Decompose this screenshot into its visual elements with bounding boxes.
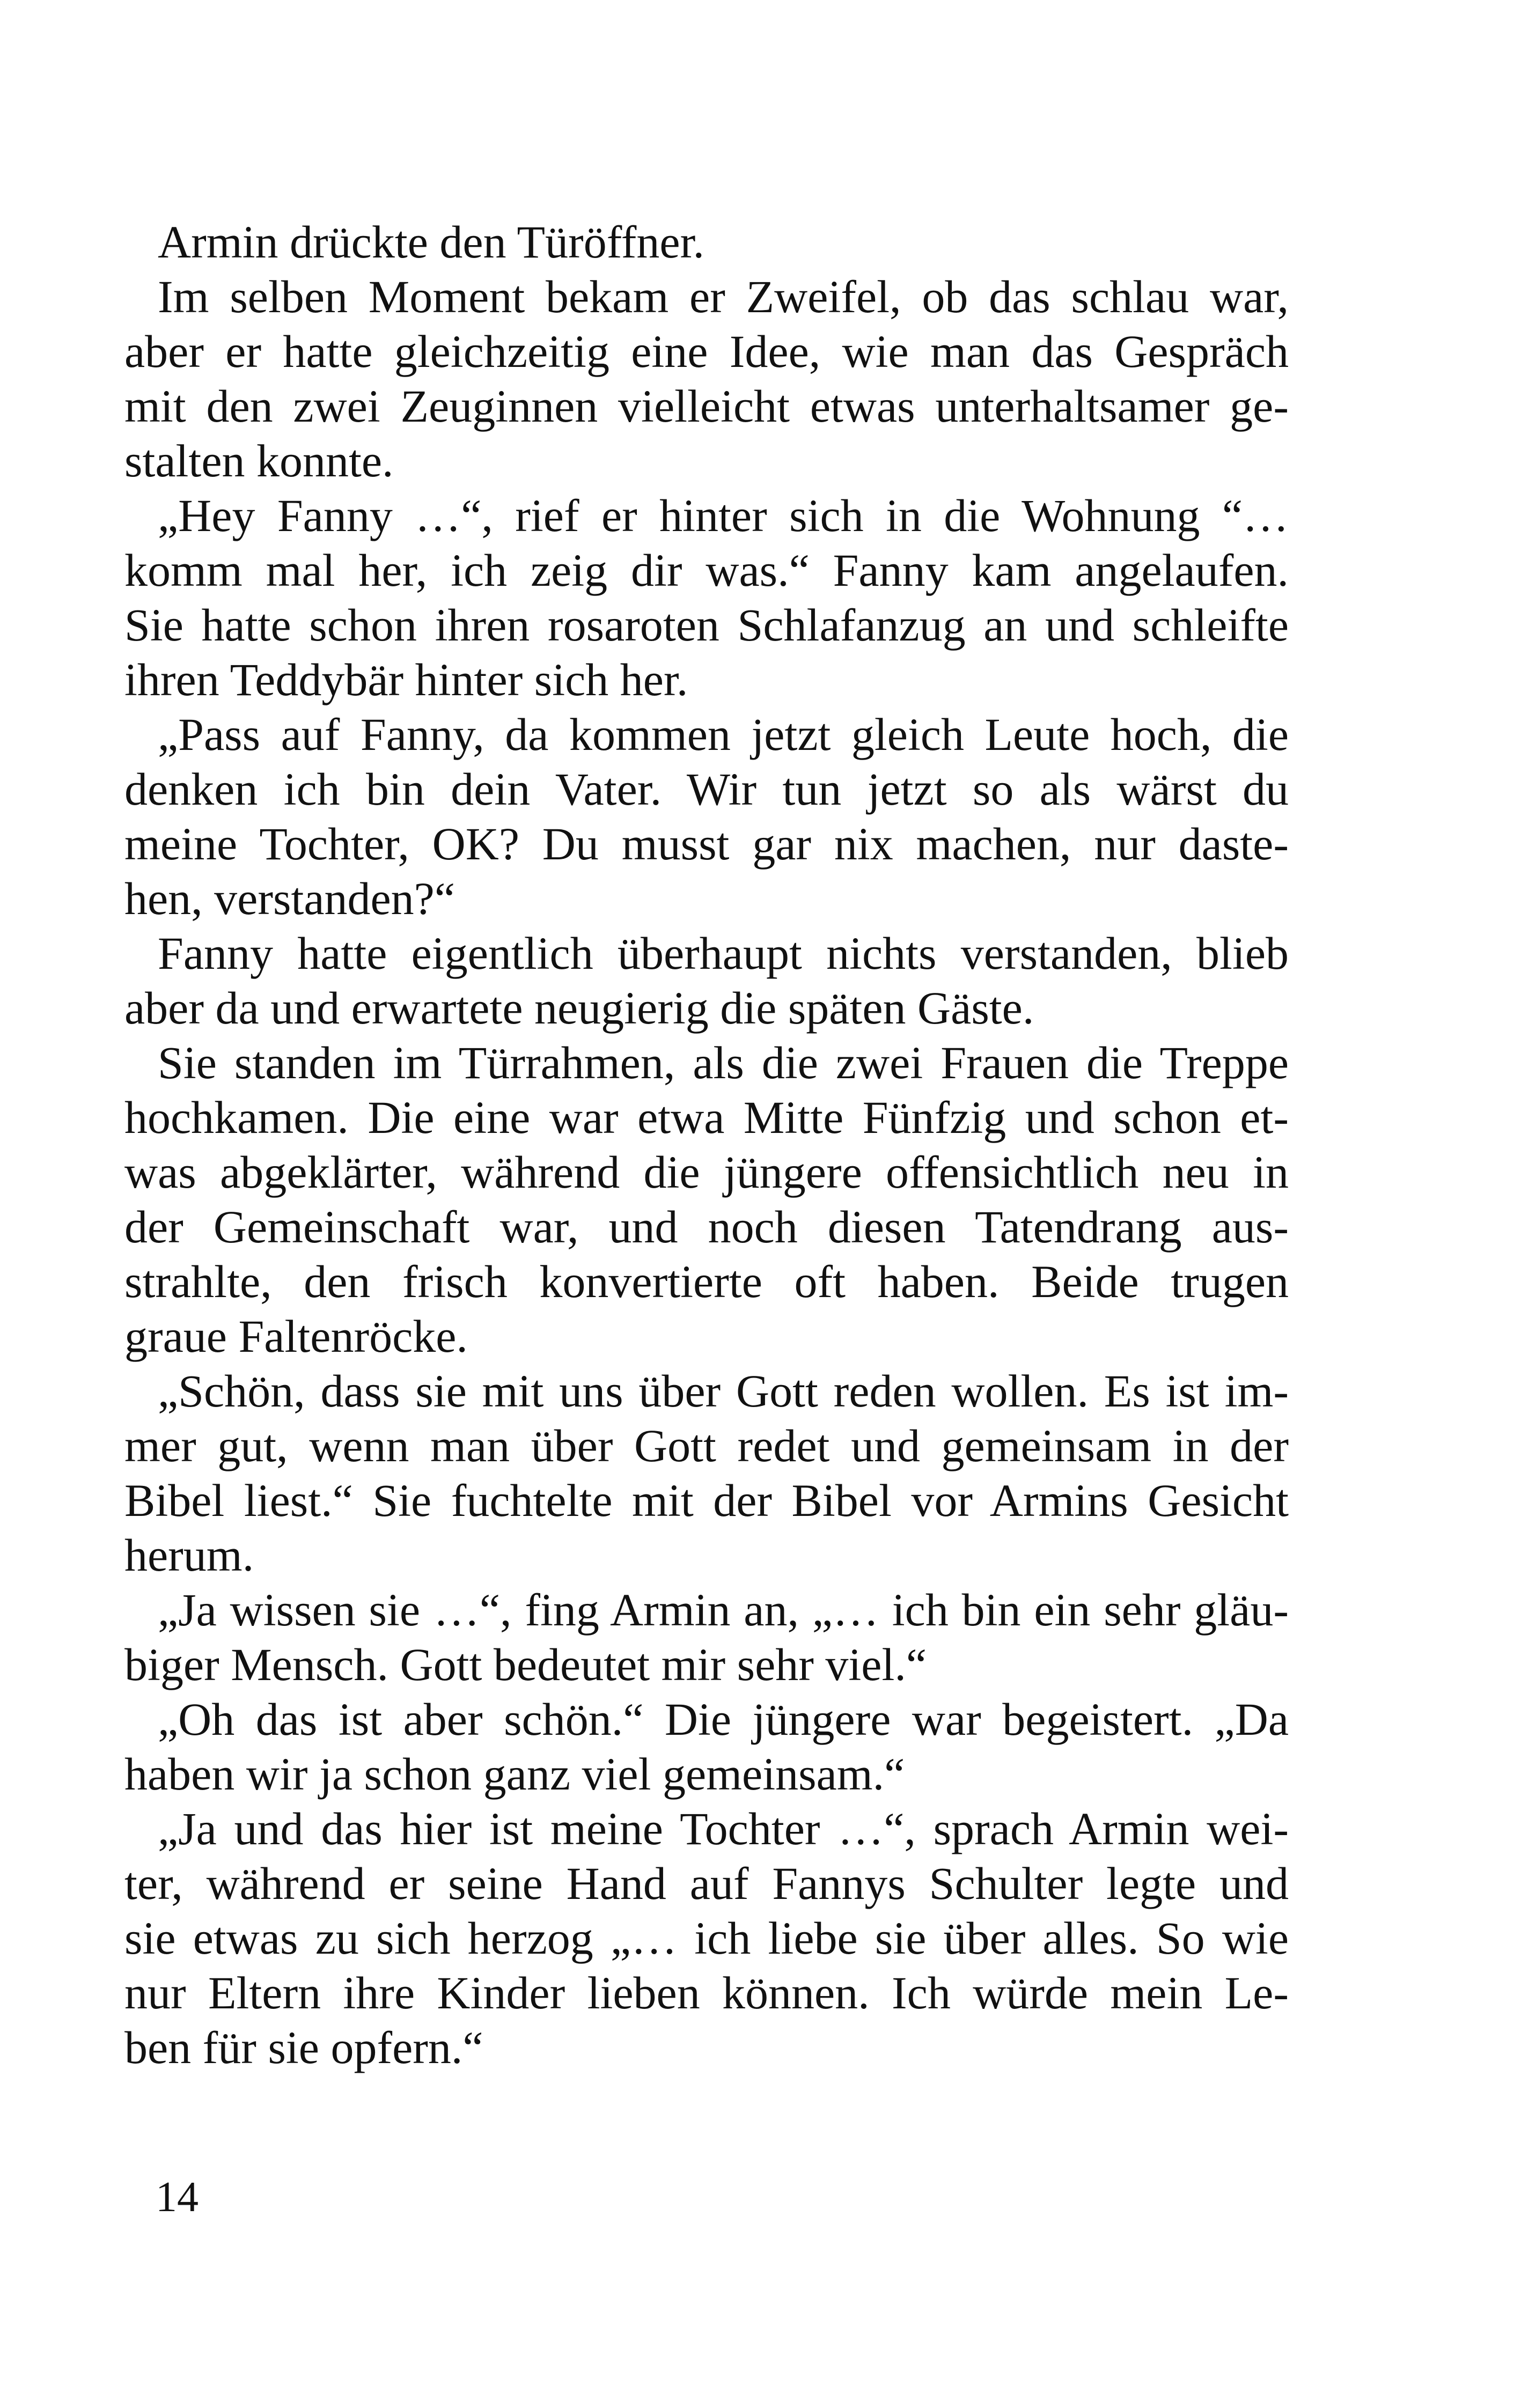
text-line: hochkamen. Die eine war etwa Mitte Fünfzig und schon et- xyxy=(124,1092,1289,1143)
text-line: der Gemeinschaft war, und noch diesen Tatendrang aus- xyxy=(124,1201,1289,1253)
text-line: „Hey Fanny …“, rief er hinter sich in die Wohnung “… xyxy=(158,490,1289,541)
text-line: mer gut, wenn man über Gott redet und gemeinsam in der xyxy=(124,1420,1289,1471)
text-line: mit den zwei Zeuginnen vielleicht etwas unterhaltsamer ge- xyxy=(124,380,1289,432)
text-line: Armin drückte den Türöffner. xyxy=(158,216,704,268)
body-text xyxy=(124,215,1289,2075)
text-line: haben wir ja schon ganz viel gemeinsam.“ xyxy=(124,1748,905,1800)
text-line: hen, verstanden?“ xyxy=(124,873,455,924)
text-line: „Pass auf Fanny, da kommen jetzt gleich Leute hoch, die xyxy=(158,709,1289,760)
text-line: was abgeklärter, während die jüngere offensichtlich neu in xyxy=(124,1146,1289,1198)
text-line: aber da und erwartete neugierig die späten Gäste. xyxy=(124,982,1034,1034)
text-line: „Oh das ist aber schön.“ Die jüngere war begeistert. „Da xyxy=(158,1693,1289,1745)
text-line: Sie standen im Türrahmen, als die zwei Frauen die Treppe xyxy=(158,1037,1289,1088)
text-line: „Schön, dass sie mit uns über Gott reden wollen. Es ist im- xyxy=(158,1365,1289,1417)
text-line: biger Mensch. Gott bedeutet mir sehr viel.“ xyxy=(124,1639,927,1690)
text-line: aber er hatte gleichzeitig eine Idee, wie man das Gespräch xyxy=(124,326,1289,377)
text-line: nur Eltern ihre Kinder lieben können. Ich würde mein Le- xyxy=(124,1967,1289,2019)
text-line: ihren Teddybär hinter sich her. xyxy=(124,654,688,705)
text-line: Fanny hatte eigentlich überhaupt nichts verstanden, blieb xyxy=(158,927,1289,979)
text-line: sie etwas zu sich herzog „… ich liebe sie über alles. So wie xyxy=(124,1912,1289,1964)
text-line: Sie hatte schon ihren rosaroten Schlafanzug an und schleifte xyxy=(124,599,1289,651)
page-number: 14 xyxy=(156,2174,199,2221)
text-line: Im selben Moment bekam er Zweifel, ob das schlau war, xyxy=(158,271,1289,322)
text-line: ben für sie opfern.“ xyxy=(124,2022,483,2073)
text-line: „Ja wissen sie …“, fing Armin an, „… ich bin ein sehr gläu- xyxy=(158,1584,1289,1636)
text-line: strahlte, den frisch konvertierte oft haben. Beide trugen xyxy=(124,1256,1289,1307)
text-line: stalten konnte. xyxy=(124,435,394,487)
text-line: meine Tochter, OK? Du musst gar nix machen, nur daste- xyxy=(124,818,1289,870)
text-line: denken ich bin dein Vater. Wir tun jetzt so als wärst du xyxy=(124,763,1289,815)
text-line: herum. xyxy=(124,1529,254,1581)
text-line: ter, während er seine Hand auf Fannys Schulter legte und xyxy=(124,1858,1289,1909)
text-line: graue Faltenröcke. xyxy=(124,1310,468,1362)
text-line: Bibel liest.“ Sie fuchtelte mit der Bibel vor Armins Gesicht xyxy=(124,1475,1289,1526)
text-line: komm mal her, ich zeig dir was.“ Fanny kam angelaufen. xyxy=(124,544,1289,596)
text-line: „Ja und das hier ist meine Tochter …“, sprach Armin wei- xyxy=(158,1803,1289,1854)
